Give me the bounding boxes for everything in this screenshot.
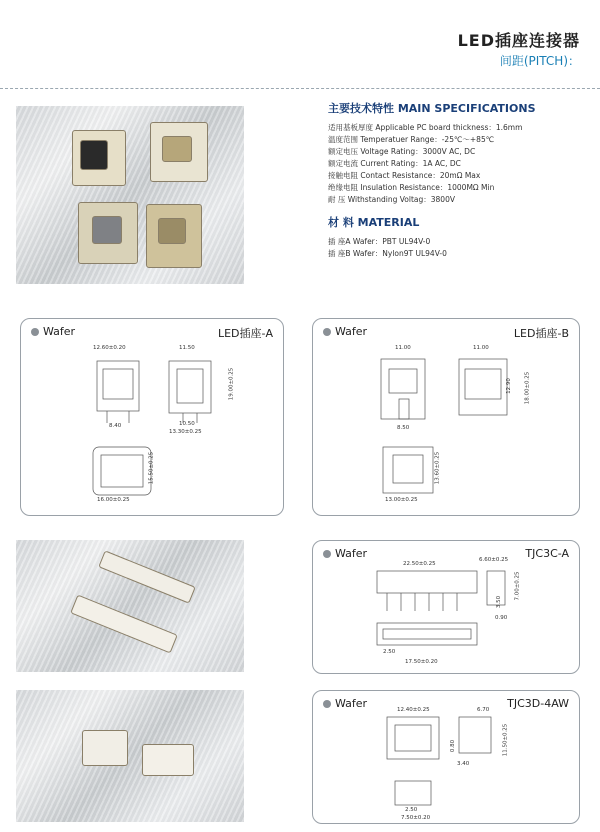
panel-model: LED插座-A: [217, 327, 273, 340]
dimension-label: 18.00±0.25: [524, 371, 531, 405]
dimension-label: 8.50: [397, 425, 410, 431]
pitch-label: 间距(PITCH)：: [499, 54, 580, 68]
material-title: 材 料 MATERIAL: [328, 216, 420, 229]
panel-model: TJC3D-4AW: [507, 697, 569, 710]
panel-label: Wafer: [323, 325, 367, 338]
dimension-label: 17.50±0.20: [405, 659, 438, 665]
dimension-label: 6.70: [477, 707, 490, 713]
product-photo-tjc3d-wafer: [16, 690, 244, 822]
dimension-label: 2.50: [405, 807, 418, 813]
product-photo-led-sockets: [16, 106, 244, 284]
dimension-label: 10.50: [179, 421, 195, 427]
spec-line: 绝缘电阻 Insulation Resistance：1000MΩ Min: [328, 183, 495, 192]
dimension-label: 7.50±0.20: [401, 815, 431, 821]
dimension-label: 0.80: [450, 739, 457, 753]
dimension-label: 12.40±0.25: [397, 707, 430, 713]
product-photo-tjc3c-wafer: [16, 540, 244, 672]
page-title: LED插座连接器: [457, 31, 580, 50]
material-line: 插 座A Wafer：PBT UL94V-0: [328, 237, 431, 246]
spec-line: 温度范围 Temperatuer Range：-25℃～+85℃: [328, 135, 495, 144]
drawing-panel-led-socket-b: [312, 318, 580, 516]
dimension-label: 13.60±0.25: [434, 451, 441, 485]
dimension-label: 6.60±0.25: [479, 557, 509, 563]
specifications-section: [328, 100, 588, 260]
dimension-label: 11.00: [395, 345, 411, 351]
dimension-label: 11.00: [473, 345, 489, 351]
socket-b-drawing: [313, 319, 579, 515]
tjc3c-drawing: [313, 541, 579, 673]
dimension-label: 3.50: [496, 595, 503, 609]
dimension-label: 12.90: [505, 378, 512, 394]
dimension-label: 13.30±0.25: [169, 429, 202, 435]
panel-label: Wafer: [323, 697, 367, 710]
dimension-label: 2.50: [383, 649, 396, 655]
dimension-label: 12.60±0.20: [93, 345, 126, 351]
spec-line: 接触电阻 Contact Resistance：20mΩ Max: [328, 171, 481, 180]
dimension-label: 7.00±0.25: [514, 571, 521, 601]
spec-line: 耐 压 Withstanding Voltag：3800V: [328, 195, 455, 204]
dimension-label: 0.90: [495, 615, 508, 621]
panel-label: Wafer: [323, 547, 367, 560]
dimension-label: 16.00±0.25: [97, 497, 130, 503]
spec-line: 适用基板厚度 Applicable PC board thickness：1.6mm: [328, 123, 523, 132]
dimension-label: 15.50±0.25: [148, 451, 155, 485]
panel-model: LED插座-B: [513, 327, 569, 340]
spec-line: 额定电流 Current Rating：1A AC, DC: [328, 159, 461, 168]
dimension-label: 8.40: [109, 423, 122, 429]
panel-label: Wafer: [31, 325, 75, 338]
drawing-panel-led-socket-a: [20, 318, 284, 516]
dimension-label: 3.40: [457, 761, 470, 767]
dimension-label: 11.50: [179, 345, 195, 351]
dimension-label: 19.00±0.25: [228, 367, 235, 401]
panel-model: TJC3C-A: [525, 547, 569, 560]
specifications-title: 主要技术特性 MAIN SPECIFICATIONS: [328, 102, 536, 115]
socket-a-drawing: [21, 319, 283, 515]
header-divider: [0, 88, 600, 89]
drawing-panel-tjc3d-4aw: [312, 690, 580, 824]
material-line: 插 座B Wafer：Nylon9T UL94V-0: [328, 249, 447, 258]
dimension-label: 13.00±0.25: [385, 497, 418, 503]
spec-line: 额定电压 Voltage Rating：3000V AC, DC: [328, 147, 476, 156]
dimension-label: 22.50±0.25: [403, 561, 436, 567]
tjc3d-drawing: [313, 691, 579, 823]
drawing-panel-tjc3c-a: [312, 540, 580, 674]
dimension-label: 11.50±0.25: [502, 723, 509, 757]
